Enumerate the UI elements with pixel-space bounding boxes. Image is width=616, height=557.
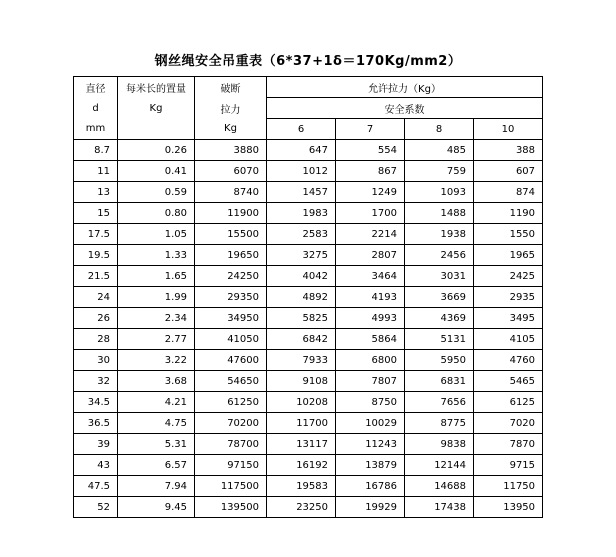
cell-load-f8: 5950 xyxy=(405,350,474,371)
cell-weight: 0.26 xyxy=(118,140,195,161)
cell-diameter: 28 xyxy=(74,329,118,350)
cell-load-f7: 16786 xyxy=(336,476,405,497)
cell-load-f6: 19583 xyxy=(267,476,336,497)
cell-breaking: 139500 xyxy=(195,497,267,518)
cell-weight: 4.75 xyxy=(118,413,195,434)
cell-load-f8: 1488 xyxy=(405,203,474,224)
cell-load-f10: 607 xyxy=(474,161,543,182)
cell-breaking: 8740 xyxy=(195,182,267,203)
wire-rope-load-table xyxy=(73,76,543,518)
cell-load-f8: 8775 xyxy=(405,413,474,434)
cell-weight: 0.41 xyxy=(118,161,195,182)
cell-load-f8: 3669 xyxy=(405,287,474,308)
cell-load-f6: 23250 xyxy=(267,497,336,518)
cell-breaking: 29350 xyxy=(195,287,267,308)
cell-load-f6: 10208 xyxy=(267,392,336,413)
cell-breaking: 34950 xyxy=(195,308,267,329)
cell-load-f7: 1700 xyxy=(336,203,405,224)
cell-weight: 0.59 xyxy=(118,182,195,203)
cell-diameter: 39 xyxy=(74,434,118,455)
header-diameter-line3: mm xyxy=(74,119,118,140)
cell-load-f10: 5465 xyxy=(474,371,543,392)
cell-load-f7: 10029 xyxy=(336,413,405,434)
header-safety-factor-label: 安全系数 xyxy=(267,98,543,119)
cell-weight: 1.65 xyxy=(118,266,195,287)
cell-diameter: 15 xyxy=(74,203,118,224)
header-diameter-line2: d xyxy=(74,98,118,119)
cell-load-f6: 13117 xyxy=(267,434,336,455)
cell-load-f8: 7656 xyxy=(405,392,474,413)
cell-load-f6: 1012 xyxy=(267,161,336,182)
cell-load-f8: 1093 xyxy=(405,182,474,203)
cell-load-f6: 7933 xyxy=(267,350,336,371)
cell-load-f10: 7870 xyxy=(474,434,543,455)
cell-diameter: 11 xyxy=(74,161,118,182)
cell-diameter: 21.5 xyxy=(74,266,118,287)
cell-diameter: 43 xyxy=(74,455,118,476)
cell-load-f10: 2935 xyxy=(474,287,543,308)
cell-breaking: 41050 xyxy=(195,329,267,350)
header-safety-factor-7: 7 xyxy=(336,119,405,140)
cell-load-f7: 867 xyxy=(336,161,405,182)
cell-load-f10: 2425 xyxy=(474,266,543,287)
table-row xyxy=(74,161,543,182)
cell-load-f7: 4993 xyxy=(336,308,405,329)
cell-diameter: 36.5 xyxy=(74,413,118,434)
cell-weight: 6.57 xyxy=(118,455,195,476)
cell-weight: 0.80 xyxy=(118,203,195,224)
cell-diameter: 17.5 xyxy=(74,224,118,245)
cell-breaking: 6070 xyxy=(195,161,267,182)
cell-load-f7: 5864 xyxy=(336,329,405,350)
cell-load-f6: 11700 xyxy=(267,413,336,434)
table-row xyxy=(74,455,543,476)
cell-weight: 3.22 xyxy=(118,350,195,371)
cell-diameter: 47.5 xyxy=(74,476,118,497)
cell-breaking: 61250 xyxy=(195,392,267,413)
cell-load-f7: 3464 xyxy=(336,266,405,287)
cell-load-f7: 19929 xyxy=(336,497,405,518)
table-row xyxy=(74,329,543,350)
cell-load-f10: 4760 xyxy=(474,350,543,371)
cell-load-f7: 4193 xyxy=(336,287,405,308)
cell-load-f6: 6842 xyxy=(267,329,336,350)
cell-weight: 2.77 xyxy=(118,329,195,350)
header-allowable-load-group: 允许拉力（Kg） xyxy=(267,77,543,98)
table-header-row-2 xyxy=(74,98,543,119)
cell-load-f6: 1983 xyxy=(267,203,336,224)
page-title: 钢丝绳安全吊重表（6*37+1δ＝170Kg/mm2） xyxy=(154,54,462,69)
cell-load-f6: 9108 xyxy=(267,371,336,392)
cell-breaking: 24250 xyxy=(195,266,267,287)
cell-breaking: 19650 xyxy=(195,245,267,266)
cell-load-f10: 7020 xyxy=(474,413,543,434)
table-row xyxy=(74,392,543,413)
cell-breaking: 11900 xyxy=(195,203,267,224)
header-diameter-line1: 直径 xyxy=(74,77,118,98)
cell-load-f8: 1938 xyxy=(405,224,474,245)
table-row xyxy=(74,371,543,392)
cell-load-f7: 8750 xyxy=(336,392,405,413)
cell-load-f6: 5825 xyxy=(267,308,336,329)
cell-load-f8: 2456 xyxy=(405,245,474,266)
table-row xyxy=(74,203,543,224)
header-weight-line1: 每米长的置量 xyxy=(118,77,195,98)
cell-breaking: 3880 xyxy=(195,140,267,161)
cell-load-f7: 2807 xyxy=(336,245,405,266)
table-row xyxy=(74,350,543,371)
table-header-row-1 xyxy=(74,77,543,98)
table-row xyxy=(74,476,543,497)
cell-load-f6: 3275 xyxy=(267,245,336,266)
cell-weight: 9.45 xyxy=(118,497,195,518)
cell-diameter: 13 xyxy=(74,182,118,203)
cell-breaking: 70200 xyxy=(195,413,267,434)
header-weight-line3 xyxy=(118,119,195,140)
cell-load-f10: 6125 xyxy=(474,392,543,413)
cell-load-f8: 12144 xyxy=(405,455,474,476)
cell-load-f10: 9715 xyxy=(474,455,543,476)
cell-load-f7: 554 xyxy=(336,140,405,161)
cell-load-f8: 759 xyxy=(405,161,474,182)
table-row xyxy=(74,413,543,434)
cell-weight: 1.99 xyxy=(118,287,195,308)
table-row xyxy=(74,266,543,287)
header-breaking-line3: Kg xyxy=(195,119,267,140)
header-breaking-line2: 拉力 xyxy=(195,98,267,119)
cell-load-f6: 647 xyxy=(267,140,336,161)
table-row xyxy=(74,140,543,161)
cell-load-f7: 1249 xyxy=(336,182,405,203)
cell-breaking: 47600 xyxy=(195,350,267,371)
cell-load-f6: 4892 xyxy=(267,287,336,308)
table-row xyxy=(74,224,543,245)
table-row xyxy=(74,245,543,266)
cell-load-f8: 9838 xyxy=(405,434,474,455)
cell-weight: 5.31 xyxy=(118,434,195,455)
cell-weight: 7.94 xyxy=(118,476,195,497)
header-safety-factor-8: 8 xyxy=(405,119,474,140)
cell-load-f8: 17438 xyxy=(405,497,474,518)
header-safety-factor-10: 10 xyxy=(474,119,543,140)
header-breaking-line1: 破断 xyxy=(195,77,267,98)
cell-diameter: 8.7 xyxy=(74,140,118,161)
cell-load-f10: 13950 xyxy=(474,497,543,518)
cell-load-f7: 11243 xyxy=(336,434,405,455)
cell-diameter: 19.5 xyxy=(74,245,118,266)
cell-breaking: 117500 xyxy=(195,476,267,497)
cell-load-f10: 388 xyxy=(474,140,543,161)
cell-load-f10: 874 xyxy=(474,182,543,203)
header-safety-factor-6: 6 xyxy=(267,119,336,140)
cell-load-f7: 7807 xyxy=(336,371,405,392)
cell-load-f10: 3495 xyxy=(474,308,543,329)
cell-diameter: 32 xyxy=(74,371,118,392)
table-body xyxy=(74,140,543,518)
cell-diameter: 34.5 xyxy=(74,392,118,413)
cell-load-f7: 2214 xyxy=(336,224,405,245)
cell-load-f7: 13879 xyxy=(336,455,405,476)
cell-breaking: 78700 xyxy=(195,434,267,455)
table-row xyxy=(74,287,543,308)
cell-load-f6: 1457 xyxy=(267,182,336,203)
table-row xyxy=(74,497,543,518)
header-weight-line2: Kg xyxy=(118,98,195,119)
cell-load-f7: 6800 xyxy=(336,350,405,371)
cell-breaking: 97150 xyxy=(195,455,267,476)
cell-weight: 1.33 xyxy=(118,245,195,266)
cell-weight: 3.68 xyxy=(118,371,195,392)
cell-load-f8: 485 xyxy=(405,140,474,161)
cell-load-f10: 1965 xyxy=(474,245,543,266)
cell-weight: 2.34 xyxy=(118,308,195,329)
table-row xyxy=(74,434,543,455)
cell-load-f6: 4042 xyxy=(267,266,336,287)
cell-diameter: 24 xyxy=(74,287,118,308)
cell-load-f8: 6831 xyxy=(405,371,474,392)
cell-diameter: 52 xyxy=(74,497,118,518)
cell-load-f6: 16192 xyxy=(267,455,336,476)
cell-breaking: 15500 xyxy=(195,224,267,245)
cell-load-f10: 4105 xyxy=(474,329,543,350)
table-row xyxy=(74,308,543,329)
cell-breaking: 54650 xyxy=(195,371,267,392)
cell-load-f8: 4369 xyxy=(405,308,474,329)
cell-load-f8: 14688 xyxy=(405,476,474,497)
cell-load-f10: 11750 xyxy=(474,476,543,497)
cell-diameter: 30 xyxy=(74,350,118,371)
cell-load-f6: 2583 xyxy=(267,224,336,245)
table-row xyxy=(74,182,543,203)
table-header-row-3 xyxy=(74,119,543,140)
cell-weight: 1.05 xyxy=(118,224,195,245)
cell-load-f8: 5131 xyxy=(405,329,474,350)
cell-diameter: 26 xyxy=(74,308,118,329)
cell-load-f8: 3031 xyxy=(405,266,474,287)
cell-load-f10: 1550 xyxy=(474,224,543,245)
cell-load-f10: 1190 xyxy=(474,203,543,224)
cell-weight: 4.21 xyxy=(118,392,195,413)
